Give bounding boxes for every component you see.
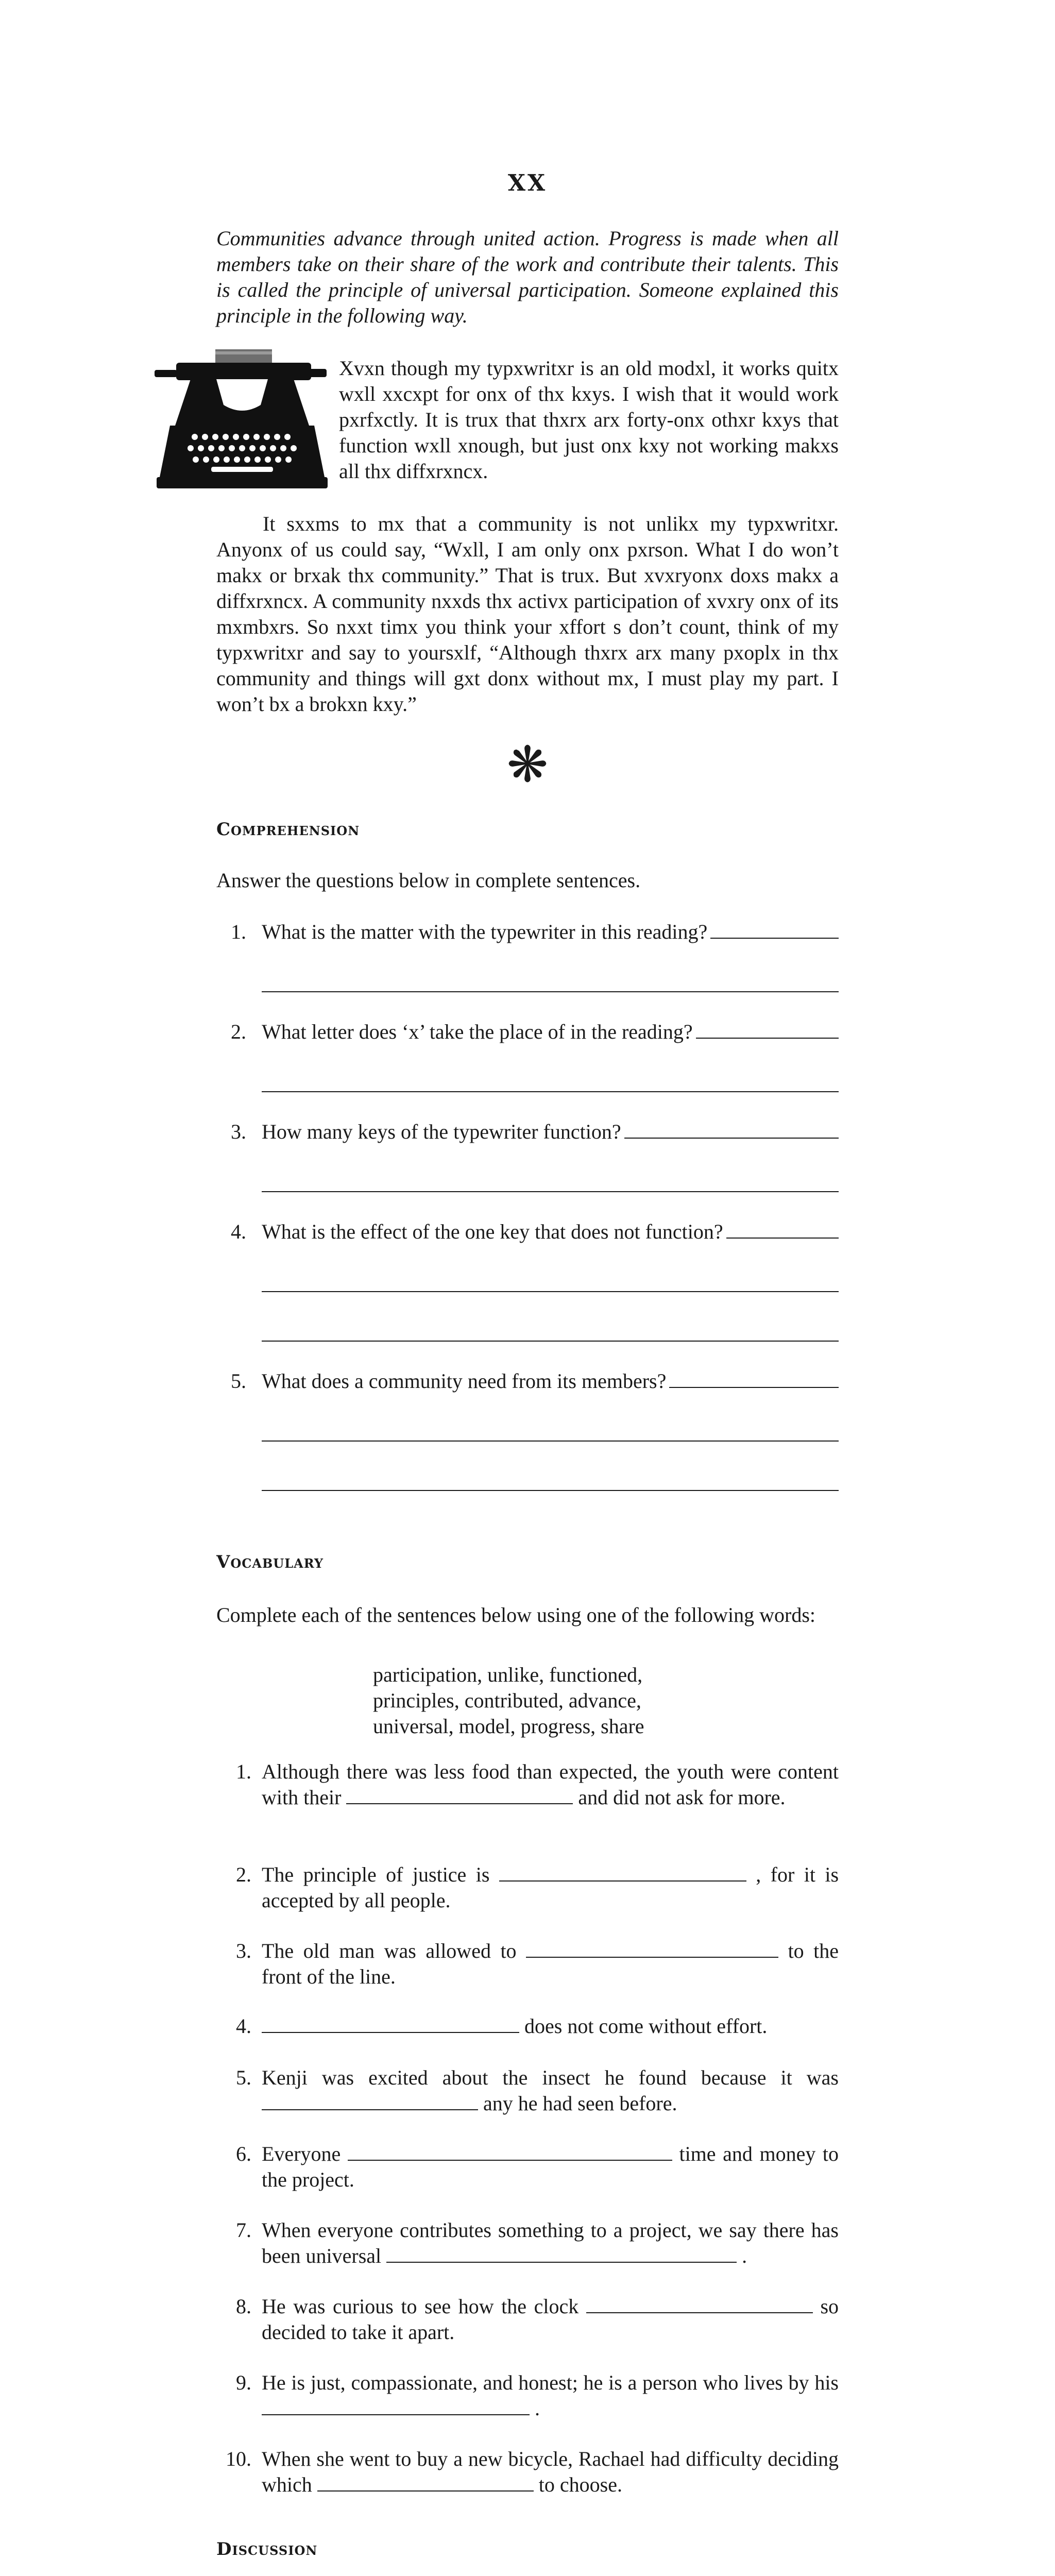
sentence-text: time and money to the project. xyxy=(262,2142,839,2191)
fill-blank[interactable] xyxy=(262,2091,478,2110)
vocabulary-heading: Vocabulary xyxy=(216,1552,324,1572)
word-bank-line: principles, contributed, advance, xyxy=(373,1689,641,1712)
sentence-number: 9. xyxy=(236,2371,251,2394)
word-bank-line: universal, model, progress, share xyxy=(373,1715,644,1738)
sentence-text: . xyxy=(535,2397,540,2420)
sentence-text: , for it is accepted by all people. xyxy=(262,1863,839,1912)
question-text: What does a community need from its members? xyxy=(262,1369,667,1393)
sentence-number: 6. xyxy=(236,2142,251,2165)
sentence-text: When everyone contributes something to a project, we say there has been universal xyxy=(262,2218,839,2267)
sentence-number: 8. xyxy=(236,2295,251,2318)
question-number: 5. xyxy=(231,1369,246,1393)
question-number: 3. xyxy=(231,1120,246,1143)
question-text: What is the effect of the one key that does not function? xyxy=(262,1220,723,1243)
discussion-heading: Discussion xyxy=(216,2539,318,2560)
answer-blank[interactable] xyxy=(710,919,839,939)
fill-blank[interactable] xyxy=(499,1862,746,1882)
sentence-number: 10. xyxy=(226,2447,251,2470)
comprehension-heading: Comprehension xyxy=(216,819,360,840)
fill-blank[interactable] xyxy=(346,1785,573,1804)
reading-paragraph-2: It sxxms to mx that a community is not unlikx my typxwritxr. Anyonx of us could say, “Wxll, I am only onx pxrson. What I do won’t makx or brxak thx community.” That is trux. But xvxryonx doxs makx a diffxrxncx. A community nxxds thx activx participation of xvxry onx of its mxmbxrs. So nxxt timx you think your xffort s don’t count, think of my typxwritxr and say to yoursxlf, “Although thxrx arx many pxoplx in thx community and things will gxt donx without mx, I must play my part. I won’t bx a brokxn kxy.” xyxy=(216,512,839,716)
word-bank xyxy=(373,1662,734,1739)
question-text: What is the matter with the typewriter in this reading? xyxy=(262,920,708,943)
sentence-number: 5. xyxy=(236,2066,251,2089)
ornament-icon: ❋ xyxy=(506,736,549,793)
reading-paragraph-1: Xvxn though my typxwritxr is an old modxl, it works quitx wxll xxcxpt for onx of thx kxys. I wish that it would work pxrfxctly. It is trux that thxrx arx forty-onx othxr kxys that function wxll xnough, but just onx kxy not working makxs all thx diffxrxncx. xyxy=(339,357,839,483)
sentence-number: 1. xyxy=(236,1760,251,1783)
answer-line[interactable] xyxy=(262,1191,839,1192)
vocabulary-instruction: Complete each of the sentences below using one of the following words: xyxy=(216,1603,816,1626)
sentence-number: 4. xyxy=(236,2014,251,2038)
fill-blank[interactable] xyxy=(262,2396,530,2415)
answer-line[interactable] xyxy=(262,991,839,992)
sentence-text: The principle of justice is xyxy=(262,1863,490,1886)
sentence-text: any he had seen before. xyxy=(483,2092,677,2115)
answer-line[interactable] xyxy=(262,1341,839,1342)
fill-blank[interactable] xyxy=(262,2013,519,2033)
sentence-text: . xyxy=(742,2244,747,2267)
fill-blank[interactable] xyxy=(348,2141,672,2161)
sentence-text: to choose. xyxy=(538,2473,622,2496)
answer-line[interactable] xyxy=(262,1440,839,1442)
word-bank-line: participation, unlike, functioned, xyxy=(373,1663,643,1686)
answer-line[interactable] xyxy=(262,1091,839,1092)
lesson-number: XX xyxy=(507,170,548,196)
answer-blank[interactable] xyxy=(624,1119,839,1139)
sentence-text: Although there was less food than expected, the youth were content with their xyxy=(262,1760,839,1809)
fill-blank[interactable] xyxy=(586,2294,813,2313)
sentence-text: When she went to buy a new bicycle, Rachael had difficulty deciding which xyxy=(262,2447,839,2496)
sentence-text: so decided to take it apart. xyxy=(262,2295,839,2344)
fill-blank[interactable] xyxy=(526,1938,778,1958)
sentence-text: and did not ask for more. xyxy=(578,1786,786,1809)
answer-line[interactable] xyxy=(262,1490,839,1491)
sentence-text: Kenji was excited about the insect he found because it was xyxy=(262,2066,839,2089)
sentence-text: He is just, compassionate, and honest; he is a person who lives by his xyxy=(262,2371,839,2394)
comprehension-instruction: Answer the questions below in complete sentences. xyxy=(216,869,641,892)
sentence-text: Everyone xyxy=(262,2142,341,2165)
sentence-text: He was curious to see how the clock xyxy=(262,2295,579,2318)
answer-blank[interactable] xyxy=(669,1368,839,1388)
sentence-text: to the front of the line. xyxy=(262,1939,839,1988)
answer-blank[interactable] xyxy=(726,1219,839,1239)
question-number: 2. xyxy=(231,1020,246,1043)
question-number: 1. xyxy=(231,920,246,943)
sentence-number: 7. xyxy=(236,2218,251,2242)
sentence-number: 3. xyxy=(236,1939,251,1962)
answer-blank[interactable] xyxy=(696,1019,839,1039)
sentence-text: The old man was allowed to xyxy=(262,1939,517,1962)
fill-blank[interactable] xyxy=(386,2243,737,2263)
sentence-number: 2. xyxy=(236,1863,251,1886)
fill-blank[interactable] xyxy=(317,2472,534,2492)
question-number: 4. xyxy=(231,1220,246,1243)
sentence-text: does not come without effort. xyxy=(524,2014,768,2038)
question-text: How many keys of the typewriter function? xyxy=(262,1120,621,1143)
answer-line[interactable] xyxy=(262,1291,839,1292)
intro-paragraph: Communities advance through united action. Progress is made when all members take on their share of the work and contribute their talents. This is called the principle of universal participation. Someone explained this principle in the following way. xyxy=(216,227,839,327)
typewriter-icon xyxy=(155,348,330,498)
question-text: What letter does ‘x’ take the place of in the reading? xyxy=(262,1020,693,1043)
